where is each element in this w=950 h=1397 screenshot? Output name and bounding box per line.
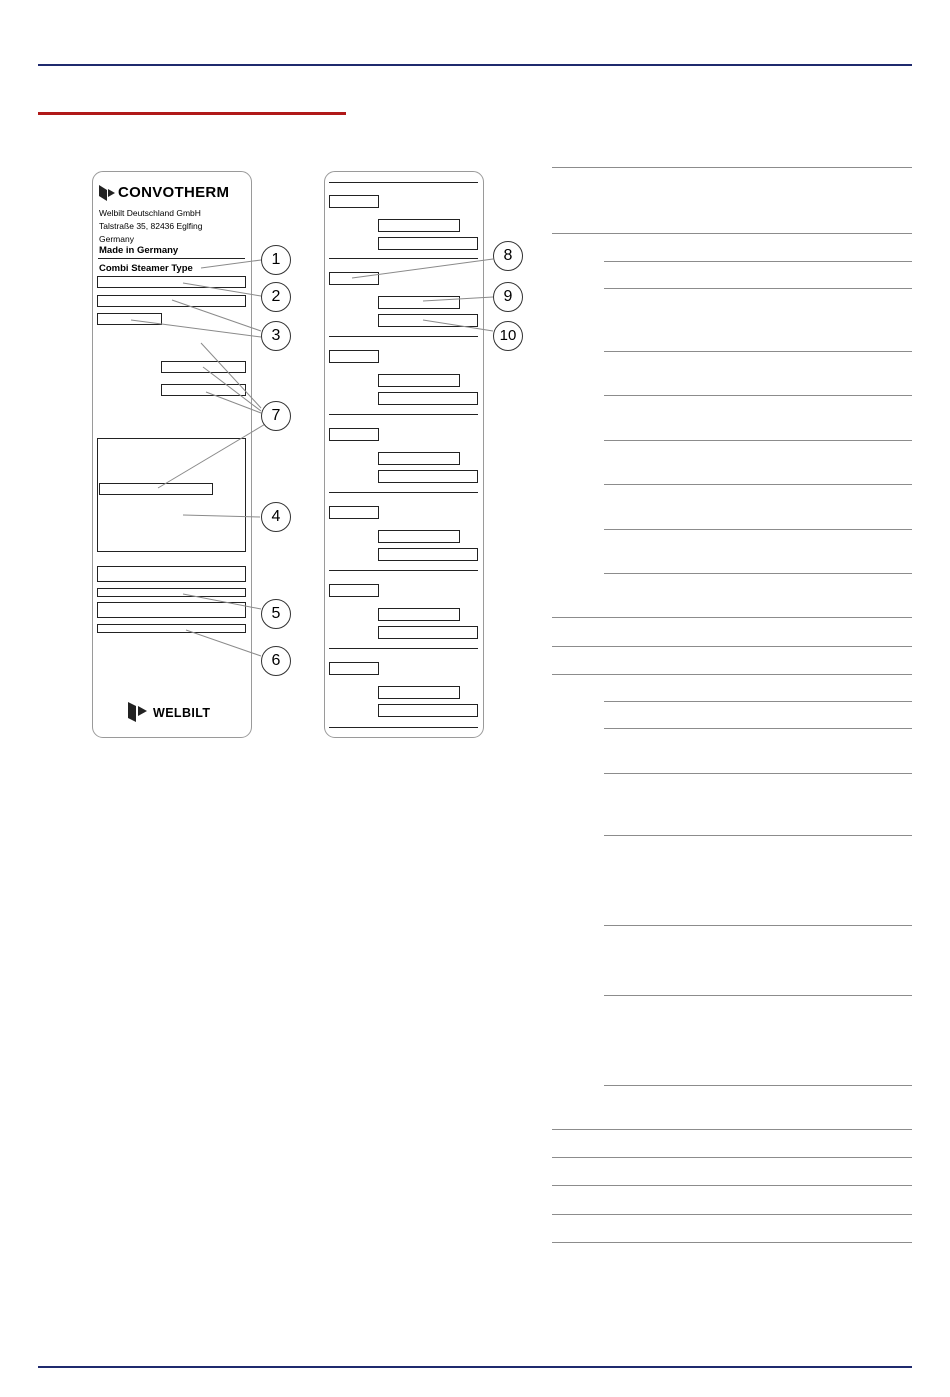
table-rule [604,484,912,485]
callout-marker: 1 [261,245,291,275]
table-rule [604,440,912,441]
company-address: Talstraße 35, 82436 Eglfing [99,221,203,231]
table-rule [552,1185,912,1186]
table-rule [604,1085,912,1086]
callout-marker: 10 [493,321,523,351]
table-rule [604,288,912,289]
table-rule [604,573,912,574]
company-country: Germany [99,234,134,244]
table-rule [604,925,912,926]
callout-marker: 2 [261,282,291,312]
table-rule [604,835,912,836]
company-name: Welbilt Deutschland GmbH [99,208,201,218]
table-rule [552,674,912,675]
table-rule [552,167,912,168]
brand-name: CONVOTHERM [118,184,230,201]
table-rule [552,233,912,234]
footer-brand: WELBILT [153,706,211,720]
callout-marker: 3 [261,321,291,351]
table-rule [604,261,912,262]
table-rule [604,529,912,530]
table-rule [604,995,912,996]
table-rule [552,1129,912,1130]
table-rule [552,617,912,618]
callout-marker: 5 [261,599,291,629]
table-rule [604,395,912,396]
callout-marker: 7 [261,401,291,431]
table-rule [604,351,912,352]
callout-marker: 6 [261,646,291,676]
table-rule [552,1242,912,1243]
made-in-label: Made in Germany [99,245,179,256]
callout-marker: 9 [493,282,523,312]
callout-marker: 8 [493,241,523,271]
table-rule [604,701,912,702]
table-rule [604,773,912,774]
table-rule [604,728,912,729]
callout-marker: 4 [261,502,291,532]
appliance-type-label: Combi Steamer Type [99,263,193,274]
table-rule [552,1157,912,1158]
table-rule [552,1214,912,1215]
table-rule [552,646,912,647]
